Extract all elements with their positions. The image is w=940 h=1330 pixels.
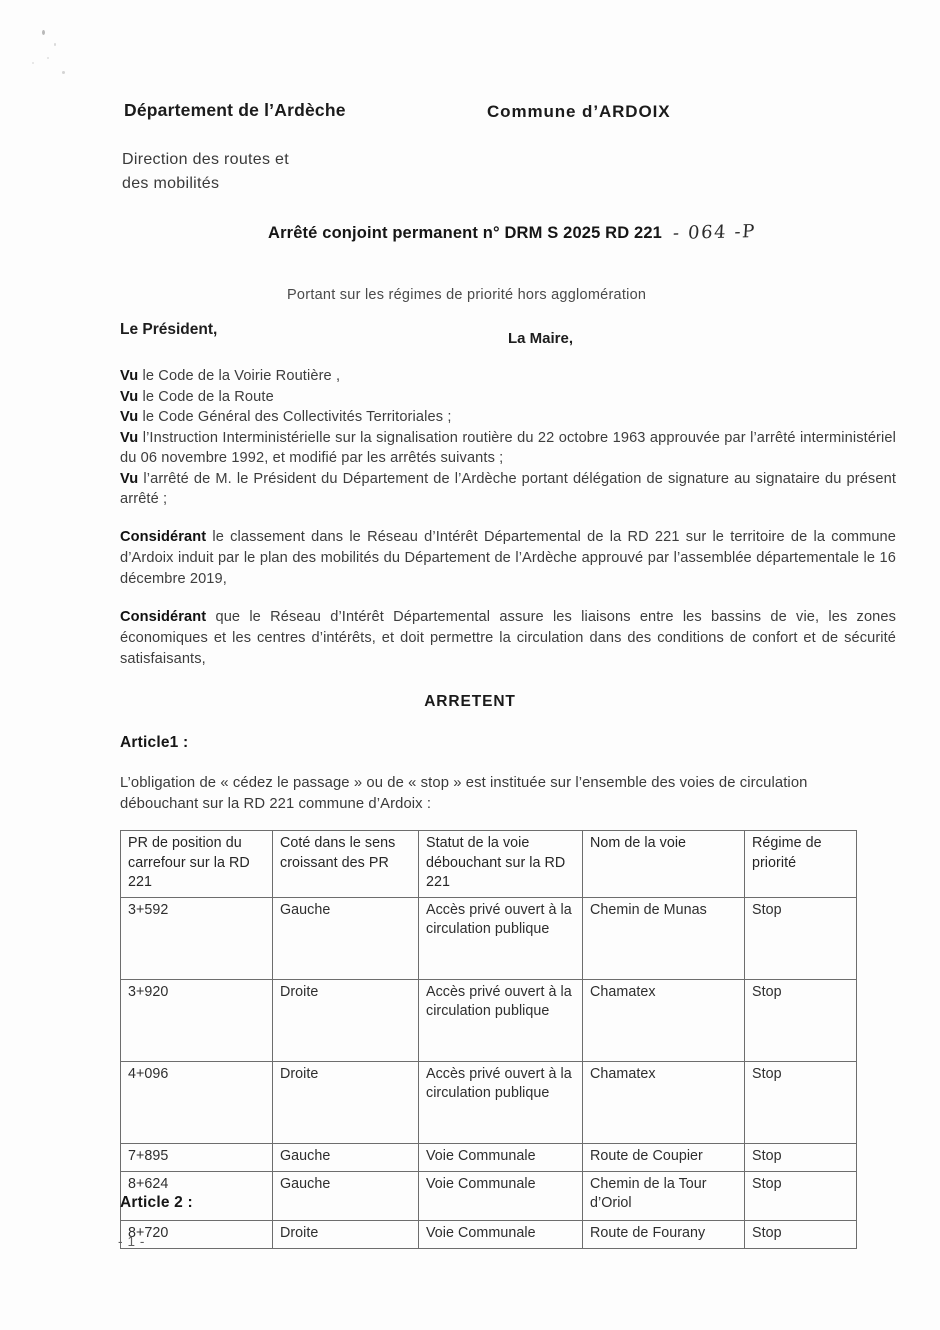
cell-regime: Stop	[745, 897, 857, 979]
table-row	[121, 897, 857, 979]
cell-pr: 4+096	[121, 1061, 273, 1143]
vu-clause-text: l’arrêté de M. le Président du Département de l’Ardèche portant délégation de signature au signataire du présent arrêté ;	[120, 470, 896, 507]
cell-regime: Stop	[745, 1220, 857, 1248]
document-title	[268, 222, 756, 243]
cell-pr: 3+920	[121, 979, 273, 1061]
cell-statut: Accès privé ouvert à la circulation publique	[419, 1061, 583, 1143]
signatory-president: Le Président,	[120, 321, 218, 338]
cell-regime: Stop	[745, 979, 857, 1061]
scan-speckle	[42, 30, 45, 35]
signatory-maire: La Maire,	[508, 330, 574, 347]
table-row	[121, 1171, 857, 1220]
cell-regime: Stop	[745, 1171, 857, 1220]
vu-clause-text: le Code de la Route	[138, 388, 274, 405]
cell-nom: Route de Fourany	[583, 1220, 745, 1248]
considerant-clause-text: le classement dans le Réseau d’Intérêt Départemental de la RD 221 sur le territoire de la commune d’Ardoix induit par le plan des mobilités du Département de l’Ardèche approuvé par l’assemblée départementale le 16 décembre 2019,	[120, 529, 896, 587]
article-1-heading: Article1 :	[120, 734, 189, 751]
cell-cote: Droite	[273, 1220, 419, 1248]
cell-nom: Chemin de la Tour d’Oriol	[583, 1171, 745, 1220]
cell-statut: Accès privé ouvert à la circulation publique	[419, 897, 583, 979]
table-row	[121, 979, 857, 1061]
document-title-text: Arrêté conjoint permanent n° DRM S 2025 RD 221	[268, 224, 663, 242]
scan-speckle	[62, 71, 65, 74]
vu-clause: Vu l’Instruction Interministérielle sur la signalisation routière du 22 octobre 1963 approuvée par l’arrêté interministériel du 06 novembre 1992, et modifié par les arrêtés suivants ;	[120, 429, 896, 466]
vu-clause: Vu le Code Général des Collectivités Territoriales ;	[120, 409, 452, 425]
table-header-pr: PR de position du carrefour sur la RD 221	[121, 831, 273, 898]
cell-cote: Gauche	[273, 897, 419, 979]
considerant-clause: Considérant que le Réseau d’Intérêt Départemental assure les liaisons entre les bassins de vie, les zones économiques et les centres d’intérêts, et doit permettre la circulation dans des conditions de confort et de sécurité satisfaisants,	[120, 609, 896, 667]
document-subtitle: Portant sur les régimes de priorité hors agglomération	[287, 287, 647, 303]
cell-statut: Voie Communale	[419, 1220, 583, 1248]
vu-clause: Vu le Code de la Voirie Routière ,	[120, 368, 341, 384]
scan-speckle	[54, 43, 56, 46]
vu-clause-text: l’Instruction Interministérielle sur la signalisation routière du 22 octobre 1963 approuvée par l’arrêté interministériel du 06 novembre 1992, et modifié par les arrêtés suivants ;	[120, 429, 896, 466]
cell-pr: 7+895	[121, 1143, 273, 1171]
page-number: - 1 -	[118, 1234, 146, 1249]
priority-table-wrapper	[120, 830, 856, 1249]
scan-speckle	[47, 57, 49, 59]
scan-speckle	[32, 62, 34, 64]
cell-cote: Droite	[273, 979, 419, 1061]
cell-pr: 3+592	[121, 897, 273, 979]
cell-cote: Gauche	[273, 1143, 419, 1171]
table-row	[121, 1220, 857, 1248]
cell-statut: Voie Communale	[419, 1143, 583, 1171]
priority-table	[120, 830, 857, 1249]
considerant-clause: Considérant le classement dans le Réseau d’Intérêt Départemental de la RD 221 sur le territoire de la commune d’Ardoix induit par le plan des mobilités du Département de l’Ardèche approuvé par l’assemblée départementale le 16 décembre 2019,	[120, 529, 896, 587]
table-header-regime: Régime de priorité	[745, 831, 857, 898]
article-1-intro: L’obligation de « cédez le passage » ou de « stop » est instituée sur l’ensemble des voies de circulation débouchant sur la RD 221 commune d’Ardoix :	[120, 775, 808, 812]
commune-heading: Commune d’ARDOIX	[487, 102, 671, 121]
cell-nom: Chamatex	[583, 979, 745, 1061]
cell-regime: Stop	[745, 1061, 857, 1143]
department-heading: Département de l’Ardèche	[124, 100, 346, 120]
vu-clause-list	[120, 366, 896, 510]
cell-statut: Accès privé ouvert à la circulation publique	[419, 979, 583, 1061]
article-2-heading: Article 2 :	[120, 1194, 193, 1211]
vu-clause: Vu le Code de la Route	[120, 388, 274, 405]
cell-nom: Route de Coupier	[583, 1143, 745, 1171]
arretent-heading: ARRETENT	[424, 693, 516, 710]
handwritten-reference-number: - 064 -P	[672, 221, 757, 244]
table-row	[121, 1061, 857, 1143]
cell-pr: 8+720	[121, 1220, 273, 1248]
cell-nom: Chemin de Munas	[583, 897, 745, 979]
cell-cote: Gauche	[273, 1171, 419, 1220]
vu-clause-text: le Code Général des Collectivités Territoriales ;	[138, 409, 452, 425]
direction-line-1: Direction des routes et	[122, 151, 289, 168]
vu-clause-text: le Code de la Voirie Routière ,	[138, 368, 341, 384]
vu-clause: Vu l’arrêté de M. le Président du Département de l’Ardèche portant délégation de signature au signataire du présent arrêté ;	[120, 470, 896, 507]
table-header-nom: Nom de la voie	[583, 831, 745, 898]
table-header-statut: Statut de la voie débouchant sur la RD 221	[419, 831, 583, 898]
cell-regime: Stop	[745, 1143, 857, 1171]
direction-line-2: des mobilités	[122, 175, 220, 192]
cell-cote: Droite	[273, 1061, 419, 1143]
cell-statut: Voie Communale	[419, 1171, 583, 1220]
considerant-clause-text: que le Réseau d’Intérêt Départemental assure les liaisons entre les bassins de vie, les zones économiques et les centres d’intérêts, et doit permettre la circulation dans des conditions de confort et de sécurité satisfaisants,	[120, 609, 896, 667]
direction-block	[122, 148, 289, 196]
table-header-row	[121, 831, 857, 898]
table-row	[121, 1143, 857, 1171]
table-header-cote: Coté dans le sens croissant des PR	[273, 831, 419, 898]
cell-nom: Chamatex	[583, 1061, 745, 1143]
cell-pr: 8+624	[121, 1171, 273, 1220]
